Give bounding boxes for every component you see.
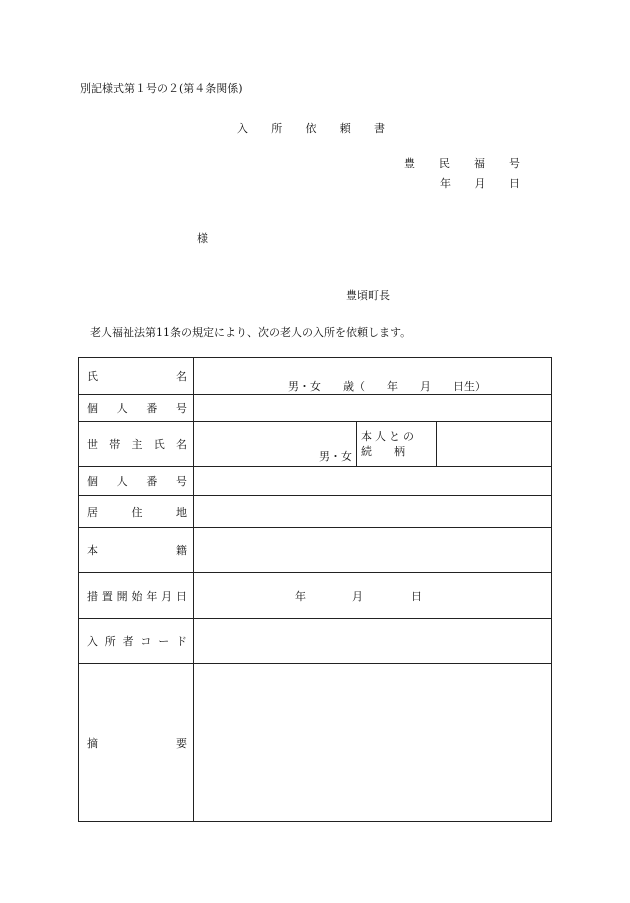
date-char: 日 (509, 177, 520, 190)
table-row (79, 573, 552, 619)
measure-start-date-field[interactable] (194, 573, 552, 619)
start-year-label: 年 (295, 590, 306, 603)
title-char: 入 (237, 122, 248, 135)
label-householder-personal-number (79, 467, 194, 496)
relation-line2: 続 柄 (361, 445, 405, 458)
label-char: ー (158, 635, 170, 648)
label-char: 日 (175, 589, 187, 603)
title-char: 書 (374, 122, 385, 135)
intro-text: 老人福祉法第11条の規定により、次の老人の入所を依頼します。 (90, 326, 412, 339)
label-householder-name (79, 422, 194, 467)
title-char: 依 (305, 122, 317, 135)
label-char: 所 (104, 635, 116, 648)
doc-no-char: 号 (509, 157, 520, 170)
label-name (79, 358, 194, 395)
start-day-label: 日 (411, 590, 422, 603)
table-row (79, 467, 552, 496)
label-personal-number (79, 395, 194, 422)
label-char: 措 (87, 589, 98, 603)
label-char: 世 (87, 438, 98, 451)
domicile-field[interactable] (194, 528, 552, 573)
table-row (79, 395, 552, 422)
title-char: 頼 (339, 122, 351, 135)
label-char: 人 (116, 475, 128, 488)
document-number (404, 155, 520, 171)
label-char: 名 (176, 438, 187, 451)
label-domicile (79, 528, 194, 573)
label-char: ド (175, 635, 187, 648)
label-char: 番 (146, 475, 158, 488)
label-resident-code (79, 619, 194, 664)
relation-label (357, 422, 437, 467)
residence-field[interactable] (194, 496, 552, 528)
resident-code-field[interactable] (194, 619, 552, 664)
label-char: 名 (176, 370, 187, 383)
title-char: 所 (271, 122, 283, 135)
label-measure-start-date (79, 573, 194, 619)
label-char: 人 (116, 402, 128, 415)
householder-name-field[interactable] (194, 422, 357, 467)
label-char: 個 (87, 475, 98, 488)
label-char: 号 (175, 402, 187, 415)
form-reference: 別記様式第１号の２(第４条関係) (80, 82, 243, 95)
table-row (79, 664, 552, 822)
label-char: 居 (87, 505, 98, 519)
label-char: 摘 (87, 736, 98, 750)
application-form-table (78, 357, 552, 822)
label-char: 地 (176, 505, 187, 519)
label-char: 本 (87, 544, 98, 557)
table-row (79, 528, 552, 573)
label-char: 籍 (176, 544, 187, 557)
label-char: 置 (101, 589, 113, 603)
name-field[interactable] (194, 358, 552, 395)
label-char: 入 (87, 635, 98, 648)
relation-field[interactable] (437, 422, 552, 467)
label-char: 要 (176, 736, 187, 750)
doc-no-char: 福 (474, 157, 485, 170)
label-char: 月 (161, 589, 173, 603)
table-row (79, 422, 552, 467)
label-residence (79, 496, 194, 528)
label-char: 始 (131, 589, 143, 603)
label-char: 開 (116, 589, 128, 603)
table-row (79, 496, 552, 528)
addressee-suffix: 様 (197, 232, 208, 245)
gender-age-birth: 男・女 歳（ 年 月 日生） (288, 380, 486, 393)
date-char: 月 (474, 177, 486, 190)
remarks-field[interactable] (194, 664, 552, 822)
doc-no-char: 民 (439, 157, 450, 170)
date-char: 年 (440, 177, 451, 190)
label-char: 号 (175, 475, 187, 488)
label-char: 番 (146, 402, 158, 415)
personal-number-field[interactable] (194, 395, 552, 422)
label-char: 個 (87, 402, 98, 415)
doc-no-char: 豊 (404, 157, 415, 170)
document-title (237, 120, 385, 136)
document-date (440, 175, 520, 191)
label-char: コ (140, 635, 152, 648)
householder-gender: 男・女 (319, 450, 352, 463)
label-char: 住 (131, 505, 143, 519)
issuer: 豊頃町長 (346, 289, 390, 302)
label-char: 主 (131, 438, 143, 451)
table-row (79, 358, 552, 395)
relation-line1: 本人との (361, 430, 417, 443)
householder-personal-number-field[interactable] (194, 467, 552, 496)
label-char: 帯 (109, 438, 121, 451)
start-month-label: 月 (352, 590, 363, 603)
label-char: 者 (122, 635, 134, 648)
label-remarks (79, 664, 194, 822)
label-char: 年 (146, 589, 158, 603)
label-char: 氏 (87, 370, 98, 383)
label-char: 氏 (153, 438, 165, 451)
table-row (79, 619, 552, 664)
